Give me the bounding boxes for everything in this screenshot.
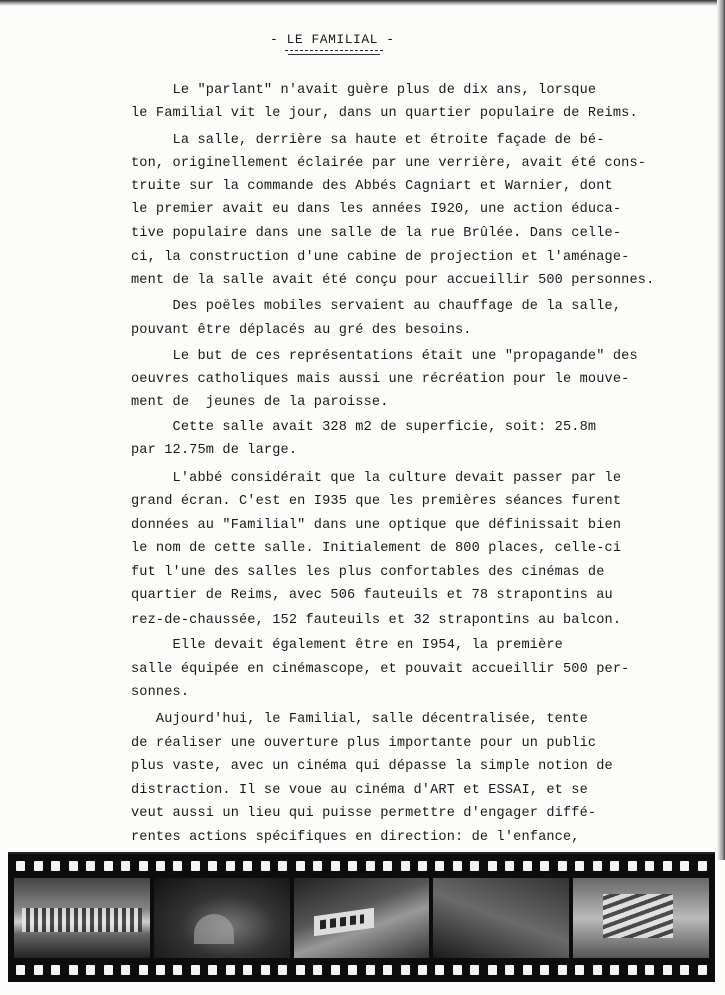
film-perforation	[488, 861, 497, 871]
film-perforation	[680, 965, 689, 975]
text-line: le premier avait eu dans les années I920, une action éduca-	[131, 202, 622, 217]
film-perforation	[243, 861, 252, 871]
page-title: - LE FAMILIAL -	[270, 32, 395, 47]
text-line: quartier de Reims, avec 506 fauteuils et 78 strapontins au	[131, 588, 613, 603]
text-line: fut l'une des salles les plus confortables des cinémas de	[131, 565, 605, 580]
film-perforation	[139, 861, 148, 871]
film-frames	[14, 878, 709, 958]
film-perforation	[523, 861, 532, 871]
film-perforation	[121, 965, 130, 975]
page-right-edge	[717, 0, 725, 860]
film-perforation	[628, 861, 637, 871]
film-perforation	[191, 861, 200, 871]
film-perforation	[208, 965, 217, 975]
film-perforation	[173, 965, 182, 975]
film-frame-poster	[573, 878, 709, 958]
text-line: par 12.75m de large.	[131, 443, 298, 458]
film-perforation	[401, 861, 410, 871]
film-perforation	[575, 965, 584, 975]
text-line: distraction. Il se voue au cinéma d'ART et ESSAI, et se	[131, 783, 588, 798]
film-perforation	[645, 965, 654, 975]
text-line: oeuvres catholiques mais aussi une récréation pour le mouve-	[131, 372, 630, 387]
film-perforation	[488, 965, 497, 975]
text-line: La salle, derrière sa haute et étroite façade de bé-	[131, 133, 605, 148]
film-perforation	[243, 965, 252, 975]
film-perforation	[558, 965, 567, 975]
film-perforation	[698, 965, 707, 975]
film-perforation	[418, 861, 427, 871]
film-perforation	[331, 861, 340, 871]
film-perforation	[680, 861, 689, 871]
film-perforation	[663, 965, 672, 975]
text-line: Elle devait également être en I954, la première	[131, 638, 563, 653]
film-perforation	[348, 965, 357, 975]
film-perforation	[173, 861, 182, 871]
text-line: Aujourd'hui, le Familial, salle décentralisée, tente	[131, 712, 588, 727]
film-perforation	[69, 965, 78, 975]
film-perforation	[435, 861, 444, 871]
film-frame-theatre-facade	[14, 878, 150, 958]
text-line: Cette salle avait 328 m2 de superficie, soit: 25.8m	[131, 420, 597, 435]
film-perforation	[453, 861, 462, 871]
film-perforation	[69, 861, 78, 871]
film-perforation	[663, 861, 672, 871]
text-line: le Familial vit le jour, dans un quartier populaire de Reims.	[131, 106, 638, 121]
film-perforation	[86, 965, 95, 975]
film-perforation	[34, 965, 43, 975]
film-perforation	[610, 965, 619, 975]
text-line: Le "parlant" n'avait guère plus de dix ans, lorsque	[131, 83, 597, 98]
film-frame-projector	[154, 878, 290, 958]
film-perforation	[86, 861, 95, 871]
film-perforation	[226, 861, 235, 871]
film-perforation	[418, 965, 427, 975]
text-line: salle équipée en cinémascope, et pouvait accueillir 500 per-	[131, 662, 630, 677]
film-perforation	[104, 861, 113, 871]
title-underline	[285, 50, 383, 51]
film-perforation	[558, 861, 567, 871]
text-line: pouvant être déplacés au gré des besoins.	[131, 323, 472, 338]
text-line: de réaliser une ouverture plus importante pour un public	[131, 736, 597, 751]
film-perforation	[593, 861, 602, 871]
film-perforation	[505, 861, 514, 871]
film-perforation	[435, 965, 444, 975]
text-line: Des poëles mobiles servaient au chauffage de la salle,	[131, 299, 622, 314]
film-perforation	[331, 965, 340, 975]
film-perforation	[610, 861, 619, 871]
text-line: plus vaste, avec un cinéma qui dépasse la simple notion de	[131, 759, 613, 774]
film-perforation	[226, 965, 235, 975]
text-line: ton, originellement éclairée par une verrière, avait été cons-	[131, 156, 647, 171]
film-perforation	[121, 861, 130, 871]
film-perforation	[698, 861, 707, 871]
film-perforation	[156, 861, 165, 871]
text-line: ment de jeunes de la paroisse.	[131, 395, 389, 410]
film-perforation	[296, 861, 305, 871]
film-perforations-top	[8, 859, 715, 873]
text-line: rez-de-chaussée, 152 fauteuils et 32 strapontins au balcon.	[131, 613, 622, 628]
text-line: ment de la salle avait été conçu pour accueillir 500 personnes.	[131, 273, 655, 288]
film-perforation	[313, 965, 322, 975]
text-line: sonnes.	[131, 685, 190, 700]
film-perforation	[191, 965, 200, 975]
film-perforation	[540, 965, 549, 975]
text-line: rentes actions spécifiques en direction: de l'enfance,	[131, 830, 580, 845]
film-perforation	[470, 965, 479, 975]
film-perforation	[540, 861, 549, 871]
text-line: truite sur la commande des Abbés Cagniart et Warnier, dont	[131, 179, 613, 194]
film-perforation	[383, 965, 392, 975]
film-perforation	[523, 965, 532, 975]
film-perforation	[104, 965, 113, 975]
film-perforation	[51, 861, 60, 871]
page-top-edge	[0, 0, 725, 6]
film-perforation	[366, 861, 375, 871]
film-perforation	[628, 965, 637, 975]
text-line: tive populaire dans une salle de la rue Brûlée. Dans celle-	[131, 226, 622, 241]
film-perforation	[296, 965, 305, 975]
film-perforation	[16, 965, 25, 975]
film-perforation	[453, 965, 462, 975]
film-perforation	[575, 861, 584, 871]
text-line: Le but de ces représentations était une "propagande" des	[131, 349, 638, 364]
film-perforation	[156, 965, 165, 975]
film-perforation	[261, 861, 270, 871]
film-perforation	[366, 965, 375, 975]
film-perforation	[313, 861, 322, 871]
film-strip-image	[8, 852, 715, 982]
film-perforation	[278, 861, 287, 871]
film-perforation	[278, 965, 287, 975]
text-line: grand écran. C'est en I935 que les premières séances furent	[131, 494, 622, 509]
film-perforation	[16, 861, 25, 871]
film-perforation	[383, 861, 392, 871]
text-line: veut aussi un lieu qui puisse permettre d'engager diffé-	[131, 806, 597, 821]
film-perforation	[348, 861, 357, 871]
film-perforation	[208, 861, 217, 871]
film-perforation	[34, 861, 43, 871]
film-perforation	[139, 965, 148, 975]
film-perforation	[470, 861, 479, 871]
film-perforation	[401, 965, 410, 975]
title-underline-second	[288, 54, 380, 55]
text-line: le nom de cette salle. Initialement de 800 places, celle-ci	[131, 541, 622, 556]
film-perforation	[51, 965, 60, 975]
film-perforation	[261, 965, 270, 975]
film-perforation	[645, 861, 654, 871]
film-perforation	[593, 965, 602, 975]
film-perforations-bottom	[8, 963, 715, 977]
text-line: données au "Familial" dans une optique que définissait bien	[131, 518, 622, 533]
text-line: L'abbé considérait que la culture devait passer par le	[131, 471, 622, 486]
film-frame-interior	[433, 878, 569, 958]
text-line: ci, la construction d'une cabine de projection et l'aménage-	[131, 250, 630, 265]
film-frame-sign	[294, 878, 430, 958]
film-perforation	[505, 965, 514, 975]
